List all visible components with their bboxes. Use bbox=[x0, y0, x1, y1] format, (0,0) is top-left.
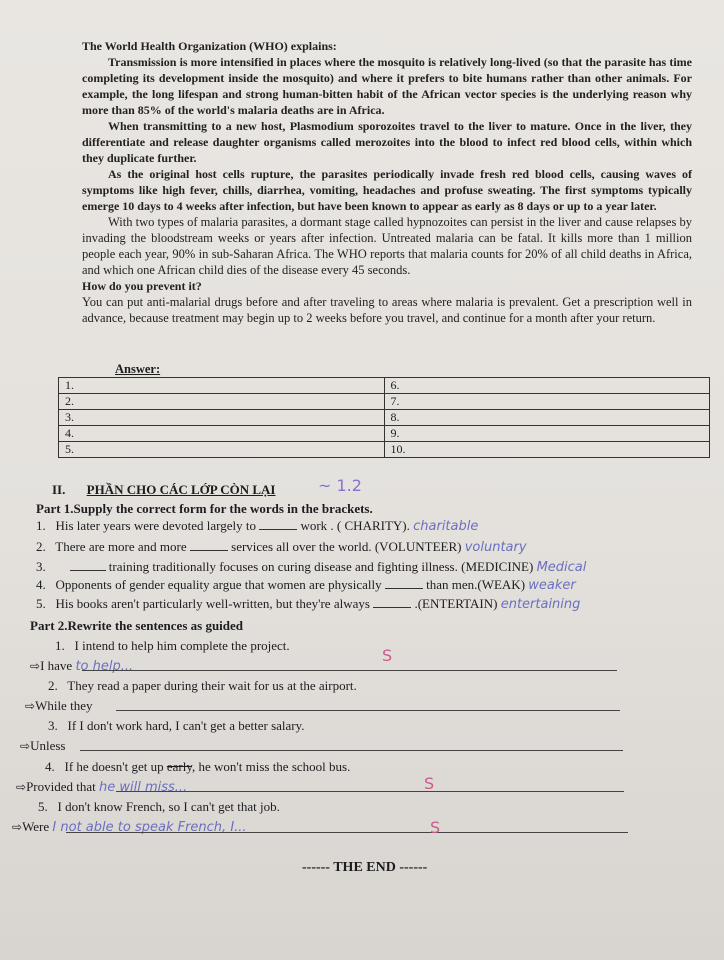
table-row bbox=[59, 410, 710, 426]
answer-cell[interactable]: 8. bbox=[384, 410, 710, 426]
prevent-heading: How do you prevent it? bbox=[82, 279, 202, 293]
part2-question-5: 5. I don't know French, so I can't get that job. bbox=[38, 799, 280, 814]
arrow-right-icon: ⇨ bbox=[20, 739, 31, 753]
paragraph-3: As the original host cells rupture, the parasites periodically invade fresh red blood cells, causing waves of symptoms like high fever, chills, diarrhea, vomiting, headaches and profuse sweating. The first symptoms typically emerge 10 days to 4 weeks after infection, but have been known to appear as early as 8 days or up to a year later. bbox=[82, 167, 692, 213]
arrow-right-icon: ⇨ bbox=[30, 659, 41, 673]
answer-cell[interactable]: 4. bbox=[59, 426, 385, 442]
table-row bbox=[59, 442, 710, 458]
section-title: PHẦN CHO CÁC LỚP CÒN LẠI bbox=[86, 482, 276, 497]
answer-cell[interactable]: 2. bbox=[59, 394, 385, 410]
answer-cell[interactable]: 3. bbox=[59, 410, 385, 426]
part2-answer-2[interactable]: ⇨While they bbox=[25, 698, 93, 713]
who-heading: The World Health Organization (WHO) explains: bbox=[82, 39, 337, 53]
part2-answer-5[interactable]: ⇨Were I not able to speak French, I... bbox=[12, 819, 247, 835]
answer-table bbox=[58, 377, 710, 458]
handwritten-answer: charitable bbox=[413, 519, 479, 534]
answer-cell[interactable]: 10. bbox=[384, 442, 710, 458]
section-heading bbox=[52, 482, 276, 498]
arrow-right-icon: ⇨ bbox=[25, 699, 36, 713]
part1-heading: Part 1.Supply the correct form for the words in the brackets. bbox=[36, 501, 373, 516]
table-row bbox=[59, 426, 710, 442]
answer-blank[interactable] bbox=[259, 518, 297, 530]
handwritten-answer: weaker bbox=[528, 578, 576, 593]
table-row bbox=[59, 378, 710, 394]
part1-item-3: 3. training traditionally focuses on curing disease and fighting illness. (MEDICINE) Medical bbox=[36, 559, 587, 575]
part1-item-4: 4. Opponents of gender equality argue that women are physically than men.(WEAK) weaker bbox=[36, 577, 576, 593]
paragraph-4: With two types of malaria parasites, a dormant stage called hypnozoites can persist in the liver and cause relapses by invading the bloodstream weeks or years after infection. Untreated malaria can be fatal. It kills more than 1 million people each year, 90% in sub-Saharan Africa. The WHO reports that malaria counts for 20% of all child deaths in Africa, and which one African child dies of the disease every 45 seconds. bbox=[82, 215, 692, 277]
handwritten-answer: to help... bbox=[75, 659, 134, 674]
paragraph-5: You can put anti-malarial drugs before and after traveling to areas where malaria is prevalent. Get a prescription well in advance, because treatment may begin up to 2 weeks before you travel, and continue for a month after your return. bbox=[82, 295, 692, 325]
part2-answer-4[interactable]: ⇨Provided that he will miss... bbox=[16, 779, 188, 795]
part1-item-5: 5. His books aren't particularly well-written, but they're always .(ENTERTAIN) entertaining bbox=[36, 596, 581, 612]
answer-line[interactable] bbox=[66, 831, 628, 833]
crossed-out-word: early bbox=[166, 759, 192, 774]
answer-blank[interactable] bbox=[70, 559, 106, 571]
answer-blank[interactable] bbox=[190, 539, 228, 551]
answer-cell[interactable]: 6. bbox=[384, 378, 710, 394]
part2-answer-1[interactable]: ⇨I have to help... bbox=[30, 658, 134, 674]
answer-cell[interactable]: 7. bbox=[384, 394, 710, 410]
answer-cell[interactable]: 1. bbox=[59, 378, 385, 394]
answer-line[interactable] bbox=[82, 669, 617, 671]
tick-mark: S bbox=[382, 646, 393, 665]
handwritten-answer: he will miss... bbox=[99, 780, 188, 795]
paragraph-1: Transmission is more intensified in places where the mosquito is relatively long-lived (so that the parasite has time completing its development inside the mosquito) and where it prefers to bite humans rather than other animals. For example, the long lifespan and strong human-bitten habit of the African vector species is the underlying reason why more than 85% of the world's malaria deaths are in Africa. bbox=[82, 55, 692, 117]
tick-mark: S bbox=[430, 818, 441, 837]
handwritten-answer: entertaining bbox=[500, 597, 581, 612]
part2-heading: Part 2.Rewrite the sentences as guided bbox=[30, 618, 244, 633]
handwritten-answer: I not able to speak French, I... bbox=[52, 820, 247, 835]
the-end-footer: ------ THE END ------ bbox=[302, 860, 428, 875]
tick-mark: S bbox=[424, 774, 435, 793]
handwritten-score: ~ 1.2 bbox=[318, 476, 362, 495]
part1-item-2: 2. There are more and more services all over the world. (VOLUNTEER) voluntary bbox=[36, 539, 527, 555]
arrow-right-icon: ⇨ bbox=[16, 780, 27, 794]
part2-question-2: 2. They read a paper during their wait for us at the airport. bbox=[48, 678, 357, 693]
paragraph-2: When transmitting to a new host, Plasmodium sporozoites travel to the liver to mature. Once in the liver, they differentiate and release daughter organisms called merozoites into the blood to infect red blood cells, within which they duplicate further. bbox=[82, 119, 692, 165]
answer-cell[interactable]: 5. bbox=[59, 442, 385, 458]
reading-passage bbox=[82, 38, 692, 326]
answer-title: Answer: bbox=[115, 362, 161, 376]
part2-question-4: 4. If he doesn't get up early, he won't miss the school bus. bbox=[45, 759, 351, 774]
part2-answer-3[interactable]: ⇨Unless bbox=[20, 738, 66, 753]
part2-question-3: 3. If I don't work hard, I can't get a better salary. bbox=[48, 718, 305, 733]
table-row bbox=[59, 394, 710, 410]
answer-cell[interactable]: 9. bbox=[384, 426, 710, 442]
answer-line[interactable] bbox=[80, 749, 623, 751]
part2-question-1: 1. I intend to help him complete the project. bbox=[55, 638, 290, 653]
arrow-right-icon: ⇨ bbox=[12, 820, 23, 834]
section-number: II. bbox=[52, 482, 66, 497]
part1-item-1: 1. His later years were devoted largely to work . ( CHARITY). charitable bbox=[36, 518, 479, 534]
answer-blank[interactable] bbox=[385, 577, 423, 589]
answer-line[interactable] bbox=[116, 709, 620, 711]
answer-line[interactable] bbox=[116, 790, 624, 792]
handwritten-answer: voluntary bbox=[464, 540, 527, 555]
answer-blank[interactable] bbox=[373, 596, 411, 608]
handwritten-answer: Medical bbox=[536, 560, 587, 575]
